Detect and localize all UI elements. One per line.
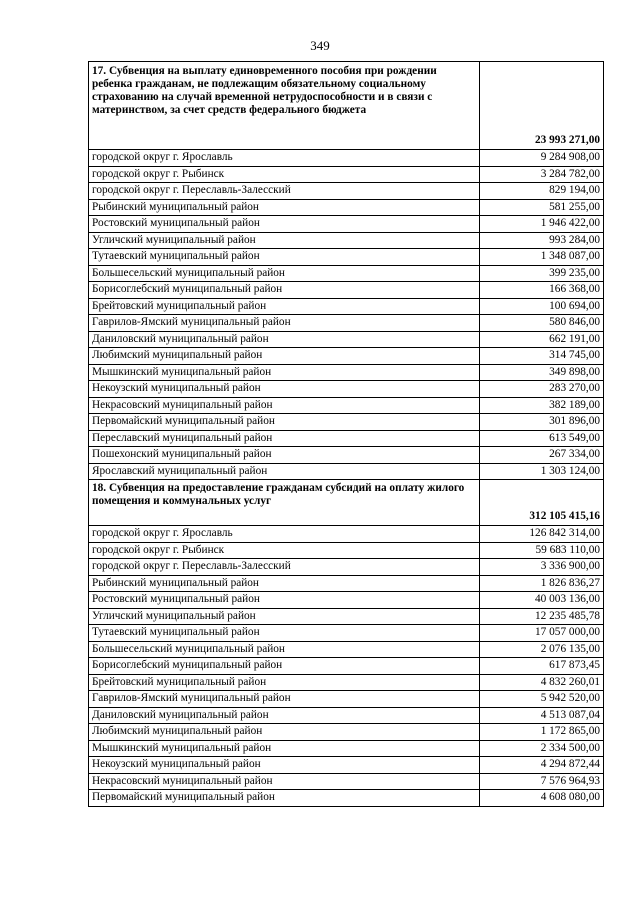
page-number: 349 [310, 38, 330, 53]
table-row [89, 397, 604, 414]
district-amount: 3 336 900,00 [480, 559, 604, 576]
district-name: Любимский муниципальный район [89, 724, 480, 741]
district-amount: 40 003 136,00 [480, 592, 604, 609]
table-row [89, 331, 604, 348]
district-amount: 662 191,00 [480, 331, 604, 348]
district-name: Переславский муниципальный район [89, 430, 480, 447]
district-amount: 4 513 087,04 [480, 707, 604, 724]
district-name: Мышкинский муниципальный район [89, 364, 480, 381]
table-row [89, 773, 604, 790]
table-row [89, 232, 604, 249]
table-row [89, 381, 604, 398]
district-amount: 4 294 872,44 [480, 757, 604, 774]
district-name: Любимский муниципальный район [89, 348, 480, 365]
district-amount: 1 826 836,27 [480, 575, 604, 592]
district-amount: 382 189,00 [480, 397, 604, 414]
district-amount: 17 057 000,00 [480, 625, 604, 642]
district-name: Гаврилов-Ямский муниципальный район [89, 315, 480, 332]
district-amount: 314 745,00 [480, 348, 604, 365]
district-amount: 581 255,00 [480, 199, 604, 216]
table-row [89, 592, 604, 609]
table-row [89, 315, 604, 332]
district-name: Мышкинский муниципальный район [89, 740, 480, 757]
district-name: Некоузский муниципальный район [89, 757, 480, 774]
table-row [89, 757, 604, 774]
district-name: Некрасовский муниципальный район [89, 397, 480, 414]
district-amount: 1 348 087,00 [480, 249, 604, 266]
table-row [89, 707, 604, 724]
table-row [89, 724, 604, 741]
table-row [89, 575, 604, 592]
table-row [89, 674, 604, 691]
table-row [89, 559, 604, 576]
section-title: 17. Субвенция на выплату единовременного пособия при рождении ребенка гражданам, не подлежащим обязательному социальному страхованию на случай временной нетрудоспособности и в связи с материнством, за счет средств федерального бюджета [89, 62, 480, 150]
table-row [89, 430, 604, 447]
district-amount: 1 172 865,00 [480, 724, 604, 741]
table-row [89, 364, 604, 381]
table-row [89, 608, 604, 625]
district-amount: 617 873,45 [480, 658, 604, 675]
district-amount: 166 368,00 [480, 282, 604, 299]
table-row [89, 199, 604, 216]
district-amount: 7 576 964,93 [480, 773, 604, 790]
table-row [89, 691, 604, 708]
district-amount: 301 896,00 [480, 414, 604, 431]
district-amount: 399 235,00 [480, 265, 604, 282]
district-name: Даниловский муниципальный район [89, 331, 480, 348]
district-name: Рыбинский муниципальный район [89, 575, 480, 592]
table-row [89, 150, 604, 167]
district-amount: 4 608 080,00 [480, 790, 604, 807]
district-name: городской округ г. Рыбинск [89, 542, 480, 559]
section-total: 23 993 271,00 [480, 62, 604, 150]
district-amount: 5 942 520,00 [480, 691, 604, 708]
table-row [89, 542, 604, 559]
district-name: Угличский муниципальный район [89, 608, 480, 625]
table-row [89, 166, 604, 183]
table-row [89, 447, 604, 464]
district-name: Гаврилов-Ямский муниципальный район [89, 691, 480, 708]
table-row [89, 183, 604, 200]
district-amount: 349 898,00 [480, 364, 604, 381]
district-name: городской округ г. Переславль-Залесский [89, 559, 480, 576]
table-row [89, 658, 604, 675]
district-name: городской округ г. Переславль-Залесский [89, 183, 480, 200]
subvention-table [88, 61, 604, 807]
district-amount: 283 270,00 [480, 381, 604, 398]
district-amount: 59 683 110,00 [480, 542, 604, 559]
district-name: городской округ г. Ярославль [89, 526, 480, 543]
district-name: Брейтовский муниципальный район [89, 674, 480, 691]
district-amount: 3 284 782,00 [480, 166, 604, 183]
district-name: Большесельский муниципальный район [89, 265, 480, 282]
district-name: городской округ г. Рыбинск [89, 166, 480, 183]
district-name: городской округ г. Ярославль [89, 150, 480, 167]
district-name: Ростовский муниципальный район [89, 216, 480, 233]
district-name: Первомайский муниципальный район [89, 790, 480, 807]
district-amount: 267 334,00 [480, 447, 604, 464]
district-name: Тутаевский муниципальный район [89, 625, 480, 642]
table-row [89, 249, 604, 266]
district-name: Некрасовский муниципальный район [89, 773, 480, 790]
district-amount: 12 235 485,78 [480, 608, 604, 625]
table-row [89, 348, 604, 365]
district-name: Даниловский муниципальный район [89, 707, 480, 724]
district-name: Первомайский муниципальный район [89, 414, 480, 431]
district-amount: 126 842 314,00 [480, 526, 604, 543]
district-amount: 613 549,00 [480, 430, 604, 447]
district-name: Ярославский муниципальный район [89, 463, 480, 480]
district-amount: 1 946 422,00 [480, 216, 604, 233]
district-name: Пошехонский муниципальный район [89, 447, 480, 464]
table-row [89, 625, 604, 642]
district-name: Рыбинский муниципальный район [89, 199, 480, 216]
district-name: Борисоглебский муниципальный район [89, 282, 480, 299]
table-row [89, 790, 604, 807]
section-header-row [89, 480, 604, 526]
district-amount: 100 694,00 [480, 298, 604, 315]
district-amount: 4 832 260,01 [480, 674, 604, 691]
district-name: Борисоглебский муниципальный район [89, 658, 480, 675]
table-row [89, 216, 604, 233]
district-name: Некоузский муниципальный район [89, 381, 480, 398]
section-total: 312 105 415,16 [480, 480, 604, 526]
district-amount: 580 846,00 [480, 315, 604, 332]
table-row [89, 282, 604, 299]
district-amount: 2 076 135,00 [480, 641, 604, 658]
section-header-row [89, 62, 604, 150]
section-title: 18. Субвенция на предоставление гражданам субсидий на оплату жилого помещения и коммунальных услуг [89, 480, 480, 526]
district-amount: 2 334 500,00 [480, 740, 604, 757]
table-row [89, 526, 604, 543]
district-name: Большесельский муниципальный район [89, 641, 480, 658]
district-amount: 829 194,00 [480, 183, 604, 200]
district-name: Ростовский муниципальный район [89, 592, 480, 609]
district-name: Тутаевский муниципальный район [89, 249, 480, 266]
table-row [89, 463, 604, 480]
table-row [89, 265, 604, 282]
table-row [89, 414, 604, 431]
district-name: Брейтовский муниципальный район [89, 298, 480, 315]
table-row [89, 298, 604, 315]
district-amount: 9 284 908,00 [480, 150, 604, 167]
district-name: Угличский муниципальный район [89, 232, 480, 249]
table-row [89, 740, 604, 757]
district-amount: 993 284,00 [480, 232, 604, 249]
district-amount: 1 303 124,00 [480, 463, 604, 480]
table-row [89, 641, 604, 658]
